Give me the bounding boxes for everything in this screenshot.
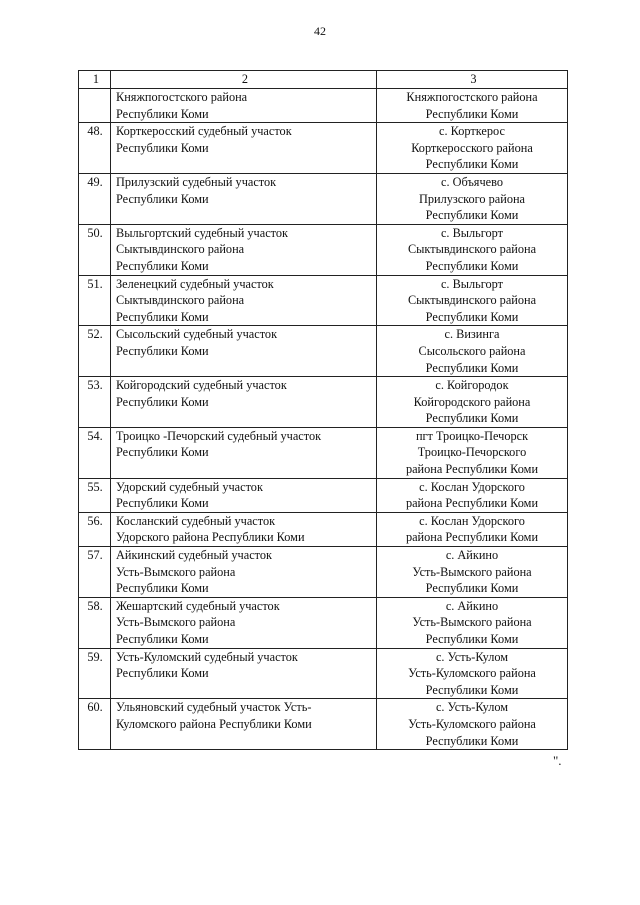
court-name: Корткеросский судебный участок Республики Коми [116, 124, 292, 155]
court-name-cell [111, 224, 377, 275]
court-location: Княжпогостского района Республики Коми [406, 90, 538, 121]
court-name: Сысольский судебный участок Республики Коми [116, 327, 278, 358]
table-row [79, 326, 568, 377]
row-number-cell: 51. [79, 275, 111, 326]
table-row [79, 427, 568, 478]
row-number-cell: 50. [79, 224, 111, 275]
row-number-cell: 53. [79, 377, 111, 428]
row-number-cell: 60. [79, 699, 111, 750]
court-name: Айкинский судебный участок Усть-Вымского района Республики Коми [116, 548, 272, 596]
court-name-cell [111, 173, 377, 224]
table-row [79, 597, 568, 648]
table-row [79, 377, 568, 428]
row-number-cell: 59. [79, 648, 111, 699]
table-row [79, 275, 568, 326]
court-location: с. Кослан Удорского района Республики Коми [405, 513, 539, 545]
court-name-cell [111, 377, 377, 428]
court-location: с. Кослан Удорского района Республики Коми [405, 479, 539, 511]
table-body [79, 71, 568, 750]
court-location: пгт Троицко-Печорск Троицко-Печорского района Республики Коми [405, 428, 539, 477]
court-name-cell [111, 597, 377, 648]
table-row [79, 512, 568, 546]
court-name-cell [111, 123, 377, 174]
court-name-cell [111, 547, 377, 598]
court-name-cell [111, 512, 377, 546]
court-location: с. Объячево Прилузского района Республики Коми [418, 174, 526, 223]
court-name: Койгородский судебный участок Республики Коми [116, 378, 287, 409]
court-location-cell [377, 597, 568, 648]
court-name: Усть-Куломский судебный участок Республики Коми [116, 649, 298, 681]
column-header-number: 1 [79, 71, 111, 89]
court-location-cell [377, 326, 568, 377]
row-number-cell: 58. [79, 597, 111, 648]
court-location: с. Айкино Усть-Вымского района Республики Коми [412, 598, 532, 646]
court-name: Троицко -Печорский судебный участок Республики Коми [116, 428, 322, 460]
court-location-cell [377, 173, 568, 224]
row-number-cell: 52. [79, 326, 111, 377]
court-name-cell [111, 89, 377, 123]
court-name: Прилузский судебный участок Республики Коми [116, 174, 277, 206]
court-location-cell [377, 512, 568, 546]
table-row [79, 478, 568, 512]
court-location: с. Выльгорт Сыктывдинского района Республики Коми [407, 225, 537, 273]
row-number-cell: 55. [79, 478, 111, 512]
table-row [79, 547, 568, 598]
court-name: Княжпогостского района Республики Коми [116, 90, 248, 121]
page-number: 42 [314, 24, 326, 38]
court-name-cell [111, 275, 377, 326]
court-location-cell [377, 224, 568, 275]
court-name: Жешартский судебный участок Усть-Вымского района Республики Коми [116, 598, 280, 646]
court-location: с. Айкино Усть-Вымского района Республики Коми [412, 548, 532, 596]
court-name-cell [111, 699, 377, 750]
closing-quote-mark: ". [553, 753, 562, 768]
court-name: Ульяновский судебный участок Усть- Куломского района Республики Коми [116, 700, 312, 731]
court-location: с. Усть-Кулом Усть-Куломского района Республики Коми [408, 700, 536, 748]
table-row-continuation [79, 89, 568, 123]
court-location-cell [377, 427, 568, 478]
row-number-cell: 57. [79, 547, 111, 598]
court-location-cell [377, 478, 568, 512]
court-location-cell [377, 547, 568, 598]
column-header-location: 3 [377, 71, 568, 89]
court-location: с. Корткерос Корткеросского района Республики Коми [411, 124, 533, 172]
court-location-cell [377, 275, 568, 326]
row-number-cell: 49. [79, 173, 111, 224]
court-location-cell [377, 377, 568, 428]
court-districts-table [78, 70, 568, 750]
court-name-cell [111, 478, 377, 512]
court-location: с. Выльгорт Сыктывдинского района Республики Коми [407, 276, 537, 324]
row-number-cell: 54. [79, 427, 111, 478]
row-number-cell [79, 89, 111, 123]
table-row [79, 173, 568, 224]
column-header-name: 2 [111, 71, 377, 89]
court-name: Выльгортский судебный участок Сыктывдинского района Республики Коми [116, 225, 288, 273]
court-location: с. Визинга Сысольского района Республики Коми [418, 327, 526, 375]
court-location-cell [377, 648, 568, 699]
row-number-cell: 56. [79, 512, 111, 546]
court-name-cell [111, 427, 377, 478]
court-name: Косланский судебный участок Удорского района Республики Коми [116, 513, 305, 545]
court-location-cell [377, 123, 568, 174]
court-name-cell [111, 326, 377, 377]
court-location-cell [377, 699, 568, 750]
court-name: Зеленецкий судебный участок Сыктывдинского района Республики Коми [116, 276, 274, 324]
court-location-cell [377, 89, 568, 123]
court-location: с. Усть-Кулом Усть-Куломского района Республики Коми [408, 649, 536, 697]
court-location: с. Койгородок Койгородского района Республики Коми [413, 378, 531, 426]
table-row [79, 699, 568, 750]
court-name: Удорский судебный участок Республики Коми [116, 479, 263, 511]
table-header-row [79, 71, 568, 89]
table-row [79, 123, 568, 174]
court-name-cell [111, 648, 377, 699]
table-row [79, 224, 568, 275]
row-number-cell: 48. [79, 123, 111, 174]
table-row [79, 648, 568, 699]
